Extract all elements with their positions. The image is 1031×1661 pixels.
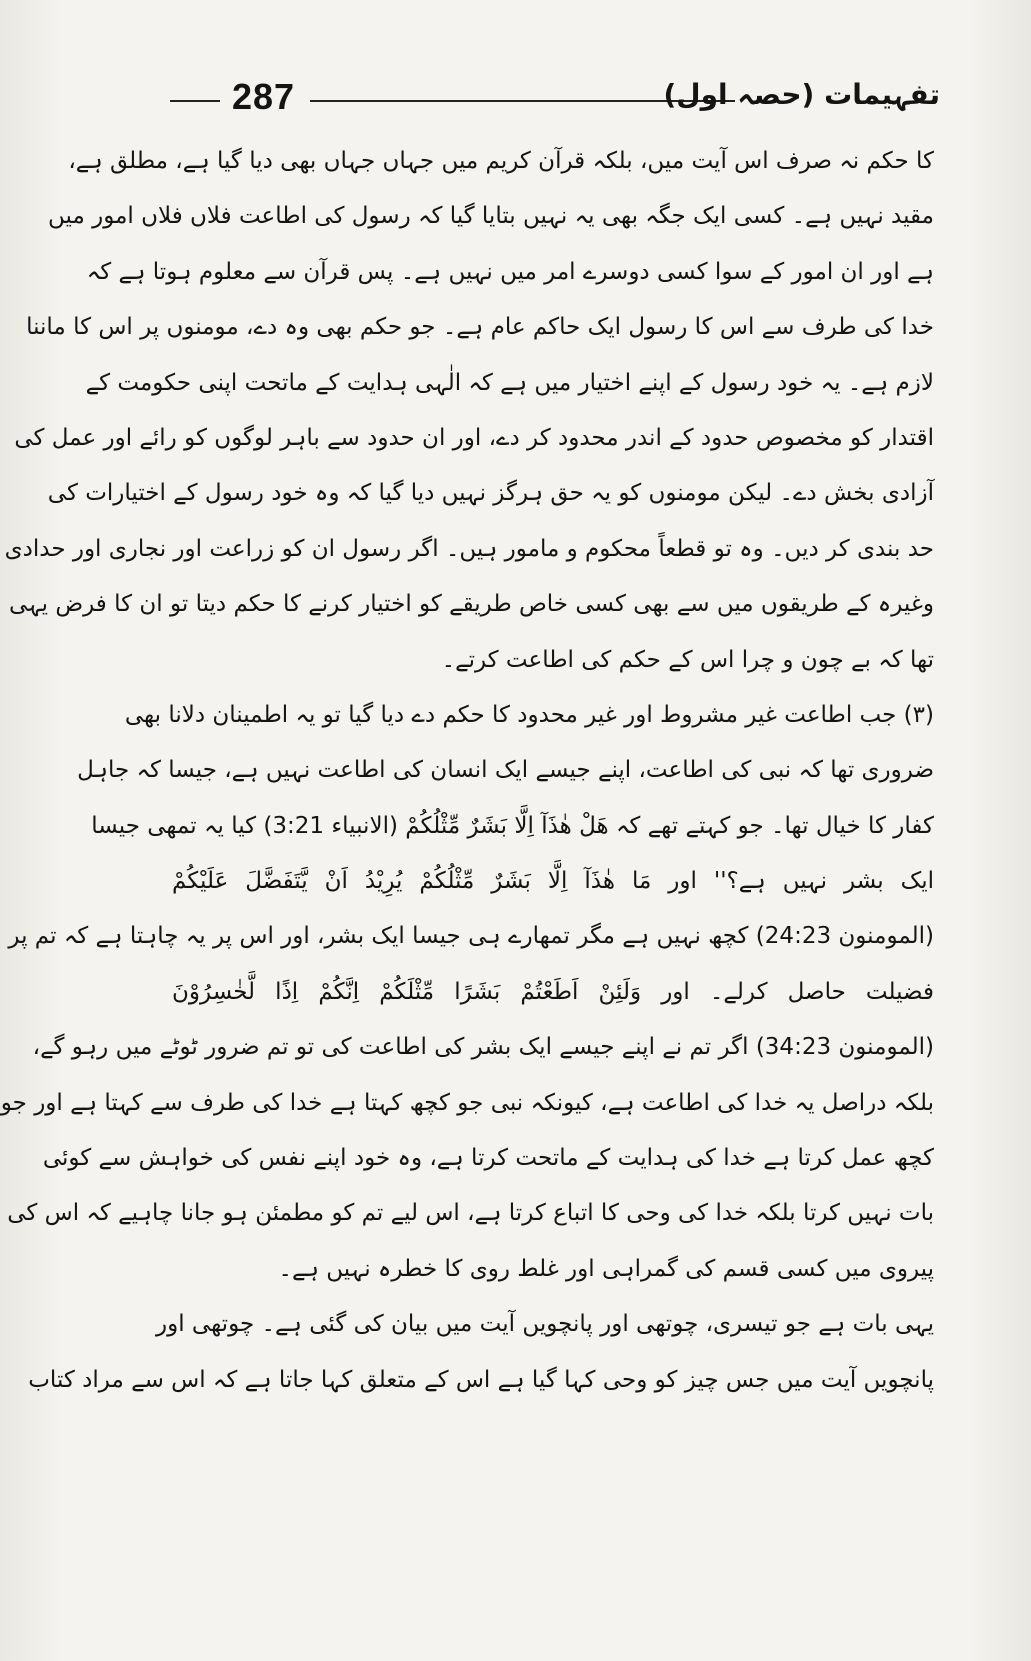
running-title: تفہیمات (حصہ اول) [663, 78, 940, 111]
text-line: (المومنون 24:23) کچھ نہیں ہے مگر تمھارے ہی جیسا ایک بشر، اور اس پر یہ چاہتا ہے کہ تم پر [8, 923, 934, 950]
text-line: وغیرہ کے طریقوں میں سے بھی کسی خاص طریقے کو اختیار کرنے کا حکم دیتا تو ان کا فرض یہی [8, 591, 934, 618]
text-line: بلکہ دراصل یہ خدا کی اطاعت ہے، کیونکہ نبی جو کچھ کہتا ہے خدا کی طرف سے کہتا ہے اور جو [0, 1089, 934, 1116]
text-line: آزادی بخش دے۔ لیکن مومنوں کو یہ حق ہرگز نہیں دیا گیا کہ وہ خود رسول کے اختیارات کی [47, 480, 934, 507]
header-rule-left [170, 100, 220, 102]
text-line: بات نہیں کرتا بلکہ خدا کی وحی کا اتباع کرتا ہے، اس لیے تم کو مطمئن ہو جانا چاہیے کہ اس کی [7, 1200, 934, 1227]
text-line-with-quran-quote: فضیلت حاصل کرلے۔ اور وَلَئِنْ اَطَعْتُمْ بَشَرًا مِّثْلَكُمْ اِنَّكُمْ اِذًا لَّخٰسِرُوْنَ [172, 978, 934, 1005]
text-line: حد بندی کر دیں۔ وہ تو قطعاً محکوم و مامور ہیں۔ اگر رسول ان کو زراعت اور نجاری اور حدادی [4, 535, 934, 562]
text-line: پانچویں آیت میں جس چیز کو وحی کہا گیا ہے اس کے متعلق کہا جاتا ہے کہ اس سے مراد کتاب [28, 1366, 934, 1393]
text-line: لازم ہے۔ یہ خود رسول کے اپنے اختیار میں ہے کہ الٰہی ہدایت کے ماتحت اپنی حکومت کے [85, 369, 934, 396]
text-line-with-quran-quote: ایک بشر نہیں ہے؟'' اور مَا هٰذَآ اِلَّا بَشَرٌ مِّثْلُكُمْ يُرِيْدُ اَنْ يَّتَفَضَّلَ عَلَيْكُمْ [172, 868, 934, 895]
text-line: ہے اور ان امور کے سوا کسی دوسرے امر میں نہیں ہے۔ پس قرآن سے معلوم ہوتا ہے کہ [86, 258, 934, 285]
body-text [0, 134, 934, 1408]
text-line: خدا کی طرف سے اس کا رسول ایک حاکم عام ہے۔ جو حکم بھی وہ دے، مومنوں پر اس کا ماننا [26, 314, 934, 341]
text-line: مقید نہیں ہے۔ کسی ایک جگہ بھی یہ نہیں بتایا گیا کہ رسول کی اطاعت فلاں فلاں امور میں [48, 203, 934, 230]
text-line: (المومنون 34:23) اگر تم نے اپنے جیسے ایک بشر کی اطاعت کی تو تم ضرور ٹوٹے میں رہو گے، [32, 1034, 934, 1061]
text-line: اقتدار کو مخصوص حدود کے اندر محدود کر دے، اور ان حدود سے باہر لوگوں کو رائے اور عمل کی [14, 424, 934, 451]
page-header [170, 76, 940, 124]
paragraph-end-line: تھا کہ بے چون و چرا اس کے حکم کی اطاعت کرتے۔ [441, 646, 934, 673]
paragraph-end-line: پیروی میں کسی قسم کی گمراہی اور غلط روی کا خطرہ نہیں ہے۔ [278, 1255, 934, 1282]
text-line: ضروری تھا کہ نبی کی اطاعت، اپنے جیسے ایک انسان کی اطاعت نہیں ہے، جیسا کہ جاہل [77, 757, 934, 784]
text-line-with-quran-quote: کفار کا خیال تھا۔ جو کہتے تھے کہ هَلْ هٰذَآ اِلَّا بَشَرٌ مِّثْلُكُمْ (الانبیاء 3:21) کیا یہ تمھی جیسا [91, 812, 934, 839]
paragraph-start-line: یہی بات ہے جو تیسری، چوتھی اور پانچویں آیت میں بیان کی گئی ہے۔ چوتھی اور [155, 1311, 934, 1338]
text-line: کا حکم نہ صرف اس آیت میں، بلکہ قرآن کریم میں جہاں جہاں بھی دیا گیا ہے، مطلق ہے، [68, 148, 934, 174]
text-line: کچھ عمل کرتا ہے خدا کی ہدایت کے ماتحت کرتا ہے، وہ خود اپنے نفس کی خواہش سے کوئی [42, 1145, 934, 1172]
page-number: 287 [232, 76, 296, 117]
paragraph-start-line: (۳) جب اطاعت غیر مشروط اور غیر محدود کا حکم دے دیا گیا تو یہ اطمینان دلانا بھی [124, 701, 934, 728]
